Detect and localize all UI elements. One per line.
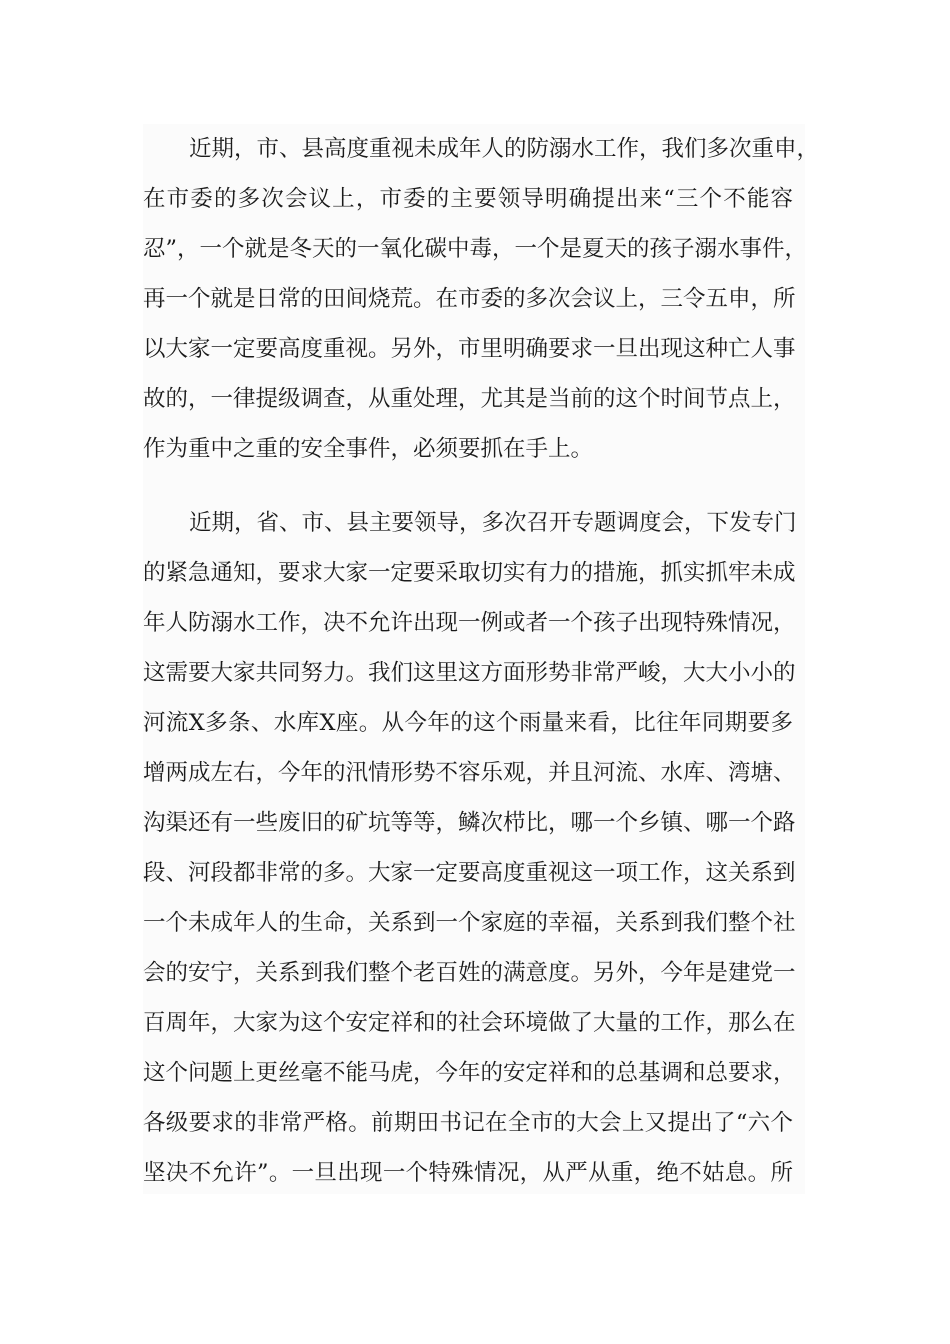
document-body (143, 124, 820, 1194)
paragraph-2-line-12: 这个问题上更丝毫不能马虎，今年的安定祥和的总基调和总要求， (143, 1060, 796, 1086)
paragraph-2-line-11: 百周年，大家为这个安定祥和的社会环境做了大量的工作，那么在 (143, 1010, 796, 1036)
paragraph-2-line-8: 段、河段都非常的多。大家一定要高度重视这一项工作，这关系到 (143, 860, 796, 886)
paragraph-2-line-7: 沟渠还有一些废旧的矿坑等等，鳞次栉比，哪一个乡镇、哪一个路 (143, 810, 796, 836)
paragraph-2-line-1: 近期，省、市、县主要领导，多次召开专题调度会，下发专门 (189, 510, 797, 536)
paragraph-2-line-10: 会的安宁，关系到我们整个老百姓的满意度。另外，今年是建党一 (143, 960, 796, 986)
paragraph-2-line-2: 的紧急通知，要求大家一定要采取切实有力的措施，抓实抓牢未成 (143, 560, 796, 586)
paragraph-1-line-2: 在市委的多次会议上，市委的主要领导明确提出来“三个不能容 (143, 186, 793, 212)
paragraph-2-line-14: 坚决不允许”。一旦出现一个特殊情况，从严从重，绝不姑息。所 (143, 1160, 793, 1186)
paragraph-2-line-6: 增两成左右，今年的汛情形势不容乐观，并且河流、水库、湾塘、 (143, 760, 796, 786)
paragraph-2-line-13: 各级要求的非常严格。前期田书记在全市的大会上又提出了“六个 (143, 1110, 793, 1136)
paragraph-2-line-4: 这需要大家共同努力。我们这里这方面形势非常严峻，大大小小的 (143, 660, 796, 686)
paragraph-2-line-9: 一个未成年人的生命，关系到一个家庭的幸福，关系到我们整个社 (143, 910, 796, 936)
paragraph-1-line-6: 故的，一律提级调查，从重处理，尤其是当前的这个时间节点上， (143, 386, 796, 412)
paragraph-1-line-7: 作为重中之重的安全事件，必须要抓在手上。 (143, 436, 594, 462)
paragraph-1-line-5: 以大家一定要高度重视。另外，市里明确要求一旦出现这种亡人事 (143, 336, 796, 362)
paragraph-2-line-5: 河流X多条、水库X座。从今年的这个雨量来看，比往年同期要多 (143, 710, 793, 736)
paragraph-2-line-3: 年人防溺水工作，决不允许出现一例或者一个孩子出现特殊情况， (143, 610, 796, 636)
paragraph-1-line-3: 忍”，一个就是冬天的一氧化碳中毒，一个是夏天的孩子溺水事件， (143, 236, 808, 262)
paragraph-1-line-4: 再一个就是日常的田间烧荒。在市委的多次会议上，三令五申，所 (143, 286, 796, 312)
paragraph-1-line-1: 近期，市、县高度重视未成年人的防溺水工作，我们多次重申， (189, 136, 820, 162)
